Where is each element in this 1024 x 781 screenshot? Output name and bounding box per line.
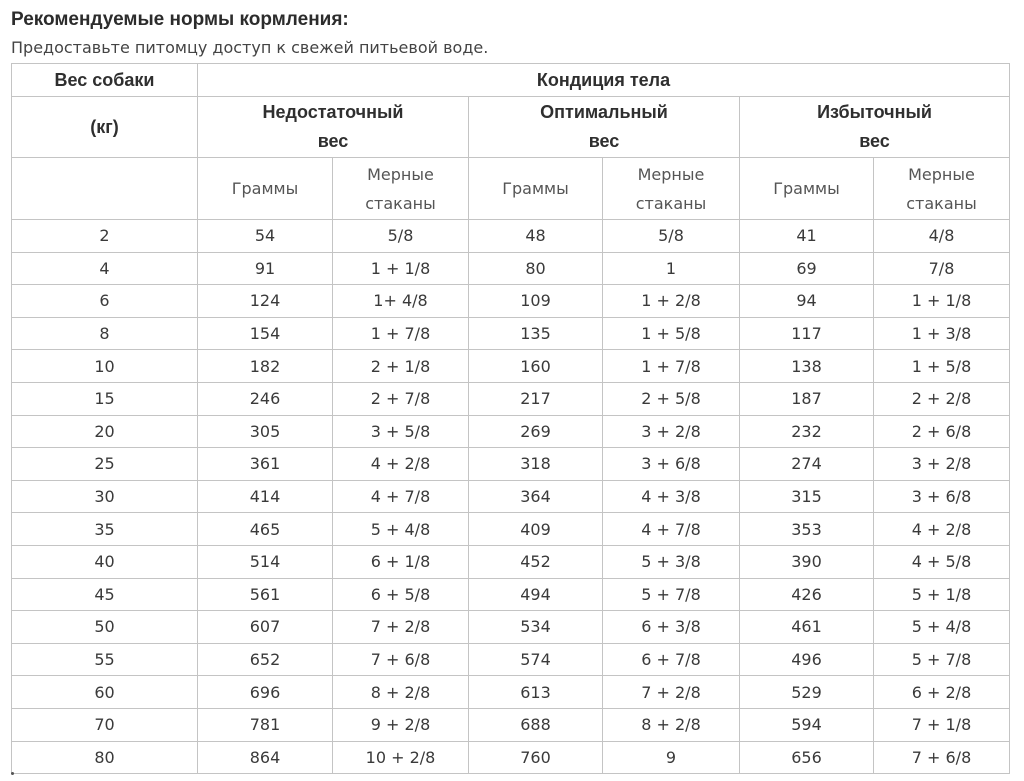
cups-label-line1: Мерные xyxy=(637,164,705,184)
weight-cell: 35 xyxy=(12,513,198,546)
water-note: Предоставьте питомцу доступ к свежей питьевой воде. xyxy=(11,38,489,57)
cups-header xyxy=(603,158,740,220)
group-header-underweight xyxy=(198,97,469,158)
grams-cell: 117 xyxy=(740,317,874,350)
table-row xyxy=(12,741,1010,774)
grams-cell: 48 xyxy=(469,220,603,253)
cups-cell: 6 + 7/8 xyxy=(603,643,740,676)
cups-cell: 3 + 2/8 xyxy=(874,448,1010,481)
cups-cell: 6 + 1/8 xyxy=(333,545,469,578)
cups-cell: 5 + 4/8 xyxy=(333,513,469,546)
cups-cell: 1 + 5/8 xyxy=(603,317,740,350)
cups-label-line2: стаканы xyxy=(906,193,977,213)
grams-cell: 514 xyxy=(198,545,333,578)
cups-cell: 3 + 5/8 xyxy=(333,415,469,448)
condition-header: Кондиция тела xyxy=(198,64,1010,97)
cups-cell: 5 + 7/8 xyxy=(874,643,1010,676)
grams-cell: 494 xyxy=(469,578,603,611)
grams-cell: 94 xyxy=(740,285,874,318)
weight-cell: 8 xyxy=(12,317,198,350)
grams-cell: 269 xyxy=(469,415,603,448)
grams-cell: 138 xyxy=(740,350,874,383)
group-header-optimal xyxy=(469,97,740,158)
cups-cell: 1 + 7/8 xyxy=(603,350,740,383)
grams-cell: 305 xyxy=(198,415,333,448)
weight-cell: 60 xyxy=(12,676,198,709)
weight-cell: 30 xyxy=(12,480,198,513)
grams-cell: 91 xyxy=(198,252,333,285)
grams-header: Граммы xyxy=(740,158,874,220)
cups-cell: 10 + 2/8 xyxy=(333,741,469,774)
cups-cell: 6 + 3/8 xyxy=(603,611,740,644)
table-row xyxy=(12,285,1010,318)
table-row xyxy=(12,317,1010,350)
cups-label-line2: стаканы xyxy=(635,193,707,213)
grams-cell: 561 xyxy=(198,578,333,611)
group-label-line1: Избыточный xyxy=(817,102,932,122)
cups-label-line1: Мерные xyxy=(367,164,434,184)
cups-header xyxy=(874,158,1010,220)
grams-cell: 696 xyxy=(198,676,333,709)
grams-cell: 656 xyxy=(740,741,874,774)
grams-cell: 80 xyxy=(469,252,603,285)
table-row xyxy=(12,415,1010,448)
cups-cell: 2 + 1/8 xyxy=(333,350,469,383)
grams-cell: 409 xyxy=(469,513,603,546)
weight-cell: 4 xyxy=(12,252,198,285)
table-row xyxy=(12,350,1010,383)
cups-cell: 8 + 2/8 xyxy=(603,708,740,741)
weight-unit-header: (кг) xyxy=(12,97,198,158)
table-row xyxy=(12,220,1010,253)
grams-cell: 361 xyxy=(198,448,333,481)
weight-cell: 80 xyxy=(12,741,198,774)
cups-cell: 2 + 7/8 xyxy=(333,382,469,415)
group-label-line2: вес xyxy=(588,131,620,151)
cups-cell: 9 + 2/8 xyxy=(333,708,469,741)
weight-cell: 40 xyxy=(12,545,198,578)
cups-cell: 1 + 1/8 xyxy=(874,285,1010,318)
cups-cell: 1+ 4/8 xyxy=(333,285,469,318)
cups-cell: 5 + 1/8 xyxy=(874,578,1010,611)
weight-cell: 20 xyxy=(12,415,198,448)
cups-cell: 7 + 2/8 xyxy=(603,676,740,709)
grams-cell: 246 xyxy=(198,382,333,415)
grams-cell: 594 xyxy=(740,708,874,741)
grams-cell: 41 xyxy=(740,220,874,253)
grams-cell: 187 xyxy=(740,382,874,415)
cups-cell: 4 + 3/8 xyxy=(603,480,740,513)
grams-cell: 353 xyxy=(740,513,874,546)
cups-cell: 7 + 6/8 xyxy=(333,643,469,676)
grams-cell: 217 xyxy=(469,382,603,415)
cups-cell: 5 + 4/8 xyxy=(874,611,1010,644)
cups-cell: 3 + 6/8 xyxy=(603,448,740,481)
cups-label-line1: Мерные xyxy=(908,164,975,184)
table-row xyxy=(12,708,1010,741)
grams-cell: 688 xyxy=(469,708,603,741)
weight-cell: 50 xyxy=(12,611,198,644)
grams-cell: 864 xyxy=(198,741,333,774)
blank-header-cell xyxy=(12,158,198,220)
cups-cell: 1 + 5/8 xyxy=(874,350,1010,383)
weight-cell: 10 xyxy=(12,350,198,383)
cups-cell: 4/8 xyxy=(874,220,1010,253)
grams-cell: 315 xyxy=(740,480,874,513)
grams-cell: 390 xyxy=(740,545,874,578)
grams-cell: 652 xyxy=(198,643,333,676)
grams-cell: 414 xyxy=(198,480,333,513)
table-row xyxy=(12,578,1010,611)
weight-cell: 55 xyxy=(12,643,198,676)
weight-header: Вес собаки xyxy=(12,64,198,97)
grams-cell: 613 xyxy=(469,676,603,709)
grams-cell: 109 xyxy=(469,285,603,318)
cups-cell: 2 + 2/8 xyxy=(874,382,1010,415)
cups-cell: 4 + 2/8 xyxy=(333,448,469,481)
cups-cell: 1 + 3/8 xyxy=(874,317,1010,350)
weight-cell: 15 xyxy=(12,382,198,415)
grams-cell: 760 xyxy=(469,741,603,774)
weight-cell: 45 xyxy=(12,578,198,611)
cups-cell: 3 + 2/8 xyxy=(603,415,740,448)
grams-cell: 232 xyxy=(740,415,874,448)
cups-cell: 7 + 1/8 xyxy=(874,708,1010,741)
grams-cell: 135 xyxy=(469,317,603,350)
cups-cell: 6 + 2/8 xyxy=(874,676,1010,709)
grams-cell: 461 xyxy=(740,611,874,644)
page-heading: Рекомендуемые нормы кормления: xyxy=(11,9,349,30)
feeding-table xyxy=(11,63,1010,774)
group-label-line1: Недостаточный xyxy=(262,102,404,122)
table-row xyxy=(12,676,1010,709)
table-row xyxy=(12,448,1010,481)
cups-cell: 7 + 2/8 xyxy=(333,611,469,644)
grams-cell: 574 xyxy=(469,643,603,676)
table-header xyxy=(12,64,1010,220)
cups-cell: 4 + 7/8 xyxy=(603,513,740,546)
cups-cell: 4 + 7/8 xyxy=(333,480,469,513)
cups-cell: 1 + 1/8 xyxy=(333,252,469,285)
grams-cell: 69 xyxy=(740,252,874,285)
cups-cell: 5 + 3/8 xyxy=(603,545,740,578)
cups-header xyxy=(333,158,469,220)
weight-cell: 6 xyxy=(12,285,198,318)
cups-cell: 2 + 5/8 xyxy=(603,382,740,415)
grams-cell: 529 xyxy=(740,676,874,709)
cups-cell: 1 + 7/8 xyxy=(333,317,469,350)
grams-cell: 426 xyxy=(740,578,874,611)
cups-cell: 1 + 2/8 xyxy=(603,285,740,318)
cups-cell: 3 + 6/8 xyxy=(874,480,1010,513)
grams-cell: 154 xyxy=(198,317,333,350)
table-row xyxy=(12,480,1010,513)
grams-header: Граммы xyxy=(469,158,603,220)
grams-cell: 182 xyxy=(198,350,333,383)
grams-cell: 160 xyxy=(469,350,603,383)
cups-cell: 1 xyxy=(603,252,740,285)
grams-cell: 318 xyxy=(469,448,603,481)
grams-header: Граммы xyxy=(198,158,333,220)
table-row xyxy=(12,643,1010,676)
grams-cell: 364 xyxy=(469,480,603,513)
cups-cell: 4 + 2/8 xyxy=(874,513,1010,546)
grams-cell: 496 xyxy=(740,643,874,676)
weight-cell: 70 xyxy=(12,708,198,741)
table-row xyxy=(12,382,1010,415)
cups-cell: 5/8 xyxy=(603,220,740,253)
grams-cell: 54 xyxy=(198,220,333,253)
group-label-line2: вес xyxy=(859,131,890,151)
group-header-overweight xyxy=(740,97,1010,158)
grams-cell: 124 xyxy=(198,285,333,318)
cups-cell: 7 + 6/8 xyxy=(874,741,1010,774)
cups-label-line2: стаканы xyxy=(365,193,436,213)
cups-cell: 5/8 xyxy=(333,220,469,253)
weight-cell: 25 xyxy=(12,448,198,481)
grams-cell: 452 xyxy=(469,545,603,578)
group-label-line1: Оптимальный xyxy=(540,102,668,122)
table-row xyxy=(12,513,1010,546)
group-label-line2: вес xyxy=(317,131,349,151)
grams-cell: 781 xyxy=(198,708,333,741)
cups-cell: 2 + 6/8 xyxy=(874,415,1010,448)
cups-cell: 4 + 5/8 xyxy=(874,545,1010,578)
table-row xyxy=(12,252,1010,285)
grams-cell: 607 xyxy=(198,611,333,644)
table-body xyxy=(12,220,1010,774)
grams-cell: 534 xyxy=(469,611,603,644)
table-row xyxy=(12,611,1010,644)
cups-cell: 9 xyxy=(603,741,740,774)
cups-cell: 7/8 xyxy=(874,252,1010,285)
footnote-bullet xyxy=(11,772,14,775)
cups-cell: 6 + 5/8 xyxy=(333,578,469,611)
cups-cell: 5 + 7/8 xyxy=(603,578,740,611)
weight-cell: 2 xyxy=(12,220,198,253)
cups-cell: 8 + 2/8 xyxy=(333,676,469,709)
grams-cell: 465 xyxy=(198,513,333,546)
table-row xyxy=(12,545,1010,578)
grams-cell: 274 xyxy=(740,448,874,481)
